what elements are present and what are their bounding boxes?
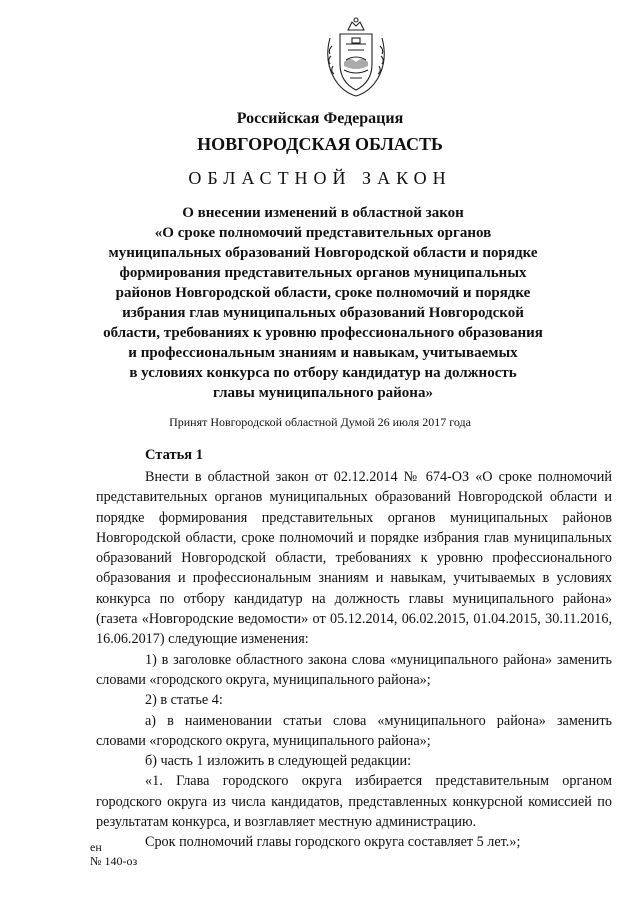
title-line: «О сроке полномочий представительных органов	[154, 225, 492, 241]
accepted-date: Принят Новгородской областной Думой 26 июля 2017 года	[169, 415, 471, 429]
country-name: Российская Федерация	[236, 110, 404, 127]
paragraph: а) в наименовании статьи слова «муниципального района» заменить словами «городского округа, муниципального района»;	[96, 712, 612, 749]
title-line: районов Новгородской области, сроке полномочий и порядке	[115, 285, 531, 301]
paragraph: Срок полномочий главы городского округа составляет 5 лет.»;	[145, 834, 521, 851]
title-line: главы муниципального района»	[213, 385, 433, 401]
coat-of-arms-emblem	[322, 16, 390, 100]
paragraph: Внести в областной закон от 02.12.2014 № 674-ОЗ «О сроке полномочий представительных органов муниципальных образований Новгородской области и порядке формирования представительных органов муниципальных районов Новгородской области, сроке полномочий и порядке избрания глав муниципальных образований Новгородской области, требованиях к уровню профессионального образования и профессиональным знаниям и навыкам, учитываемых в условиях конкурса по отбору кандидатур на должность главы муниципального района» (газета «Новгородские ведомости» от 05.12.2014, 06.02.2015, 01.04.2015, 30.11.2016, 16.06.2017) следующие изменения:	[96, 469, 612, 648]
footer-note	[90, 840, 137, 868]
law-title	[88, 203, 558, 403]
region-name: НОВГОРОДСКАЯ ОБЛАСТЬ	[197, 134, 443, 154]
title-line: муниципальных образований Новгородской области и порядке	[108, 245, 538, 261]
title-line: избрания глав муниципальных образований Новгородской	[122, 305, 524, 321]
paragraph: «1. Глава городского округа избирается представительным органом городского округа из числа кандидатов, представленных конкурсной комиссией по результатам конкурса, и возглавляет местную администрацию.	[96, 773, 612, 831]
article-body	[96, 467, 612, 853]
paragraph: 1) в заголовке областного закона слова «муниципального района» заменить словами «городского округа, муниципального района»;	[96, 651, 612, 688]
article-heading: Статья 1	[145, 447, 203, 463]
paragraph: 2) в статье 4:	[145, 692, 223, 709]
title-line: в условиях конкурса по отбору кандидатур на должность	[129, 365, 517, 381]
footer-initials: ен	[90, 840, 102, 854]
title-line: области, требованиях к уровню профессионального образования	[103, 325, 543, 341]
title-line: и профессиональным знаниям и навыкам, учитываемых	[128, 345, 518, 361]
paragraph: б) часть 1 изложить в следующей редакции:	[145, 753, 412, 770]
title-line: О внесении изменений в областной закон	[182, 205, 464, 221]
law-type: ОБЛАСТНОЙ ЗАКОН	[188, 168, 452, 188]
title-line: формирования представительных органов муниципальных	[119, 265, 527, 281]
footer-number: № 140-оз	[90, 854, 138, 868]
